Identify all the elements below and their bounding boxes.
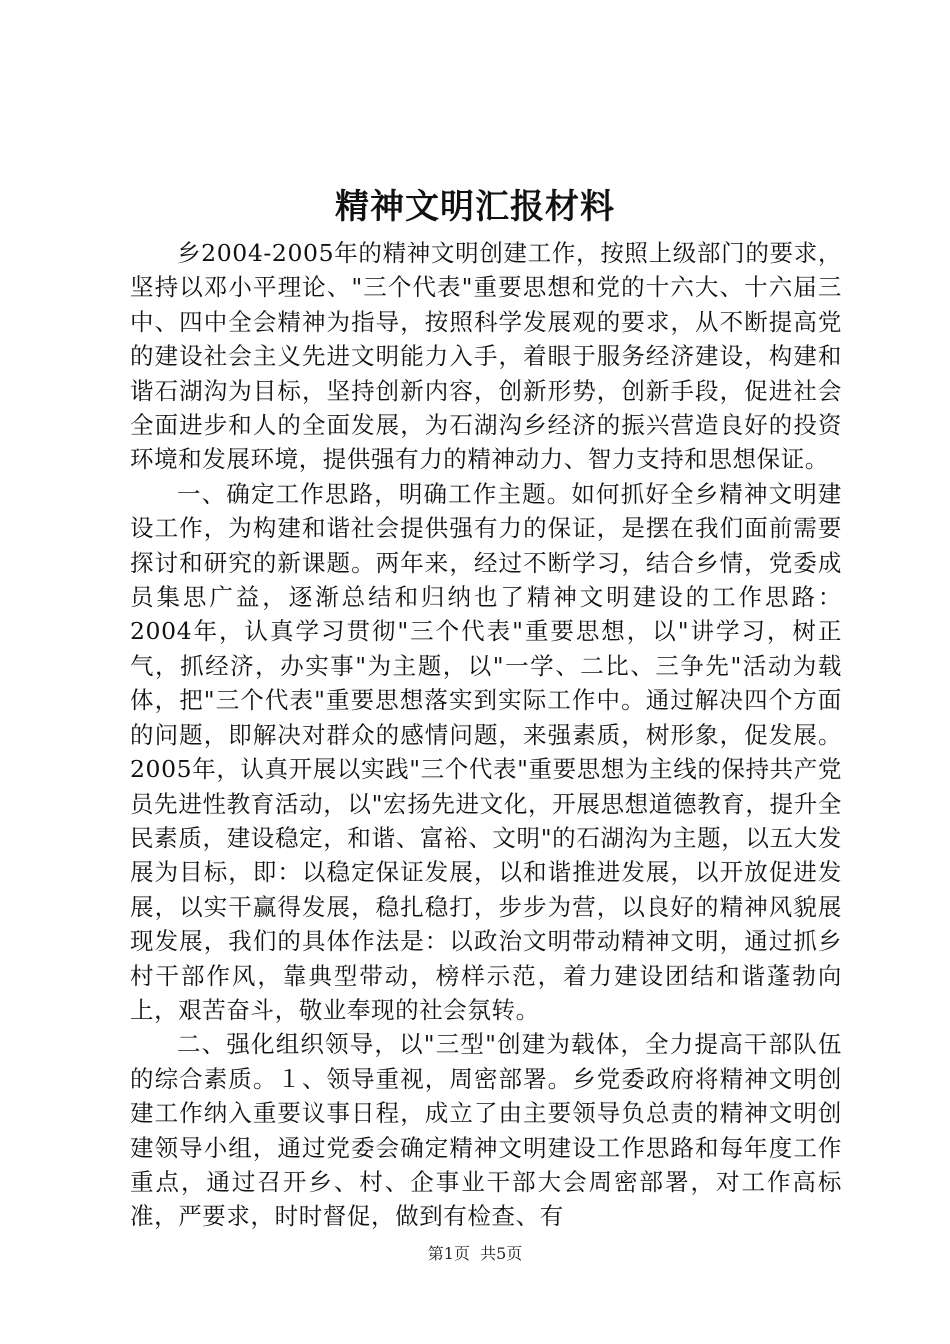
page-number: 第1页 [427,1244,470,1263]
paragraph-section-1: 一、确定工作思路，明确工作主题。如何抓好全乡精神文明建设工作，为构建和谐社会提供强有力的保证，是摆在我们面前需要探讨和研究的新课题。两年来，经过不断学习，结合乡情，党委成员集思广益，逐渐总结和归纳也了精神文明建设的工作思路：2004年，认真学习贯彻"三个代表"重要思想，以"讲学习，树正气，抓经济，办实事"为主题，以"一学、二比、三争先"活动为载体，把"三个代表"重要思想落实到实际工作中。通过解决四个方面的问题，即解决对群众的感情问题，来强素质，树形象，促发展。2005年，认真开展以实践"三个代表"重要思想为主线的保持共产党员先进性教育活动，以"宏扬先进文化，开展思想道德教育，提升全民素质，建设稳定，和谐、富裕、文明"的石湖沟为主题，以五大发展为目标，即：以稳定保证发展，以和谐推进发展，以开放促进发展，以实干赢得发展，稳扎稳打，步步为营，以良好的精神风貌展现发展，我们的具体作法是：以政治文明带动精神文明，通过抓乡村干部作风，靠典型带动，榜样示范，着力建设团结和谐蓬勃向上，艰苦奋斗，敬业奉现的社会氛转。 [130,479,842,1024]
page-total: 共5页 [480,1244,523,1263]
page-footer [0,1242,950,1266]
document-body [130,236,842,1234]
paragraph-section-2: 二、强化组织领导，以"三型"创建为载体，全力提高干部队伍的综合素质。１、领导重视，周密部署。乡党委政府将精神文明创建工作纳入重要议事日程，成立了由主要领导负总责的精神文明创建领导小组，通过党委会确定精神文明建设工作思路和每年度工作重点，通过召开乡、村、企事业干部大会周密部署，对工作高标准，严要求，时时督促，做到有检查、有 [130,1030,842,1231]
document-title: 精神文明汇报材料 [335,187,615,227]
paragraph-intro: 乡2004-2005年的精神文明创建工作，按照上级部门的要求，坚持以邓小平理论、"三个代表"重要思想和党的十六大、十六届三中、四中全会精神为指导，按照科学发展观的要求，从不断提高党的建设社会主义先进文明能力入手，着眼于服务经济建设，构建和谐石湖沟为目标，坚持创新内容，创新形势，创新手段，促进社会全面进步和人的全面发展，为石湖沟乡经济的振兴营造良好的投资环境和发展环境，提供强有力的精神动力、智力支持和思想保证。 [130,239,842,474]
